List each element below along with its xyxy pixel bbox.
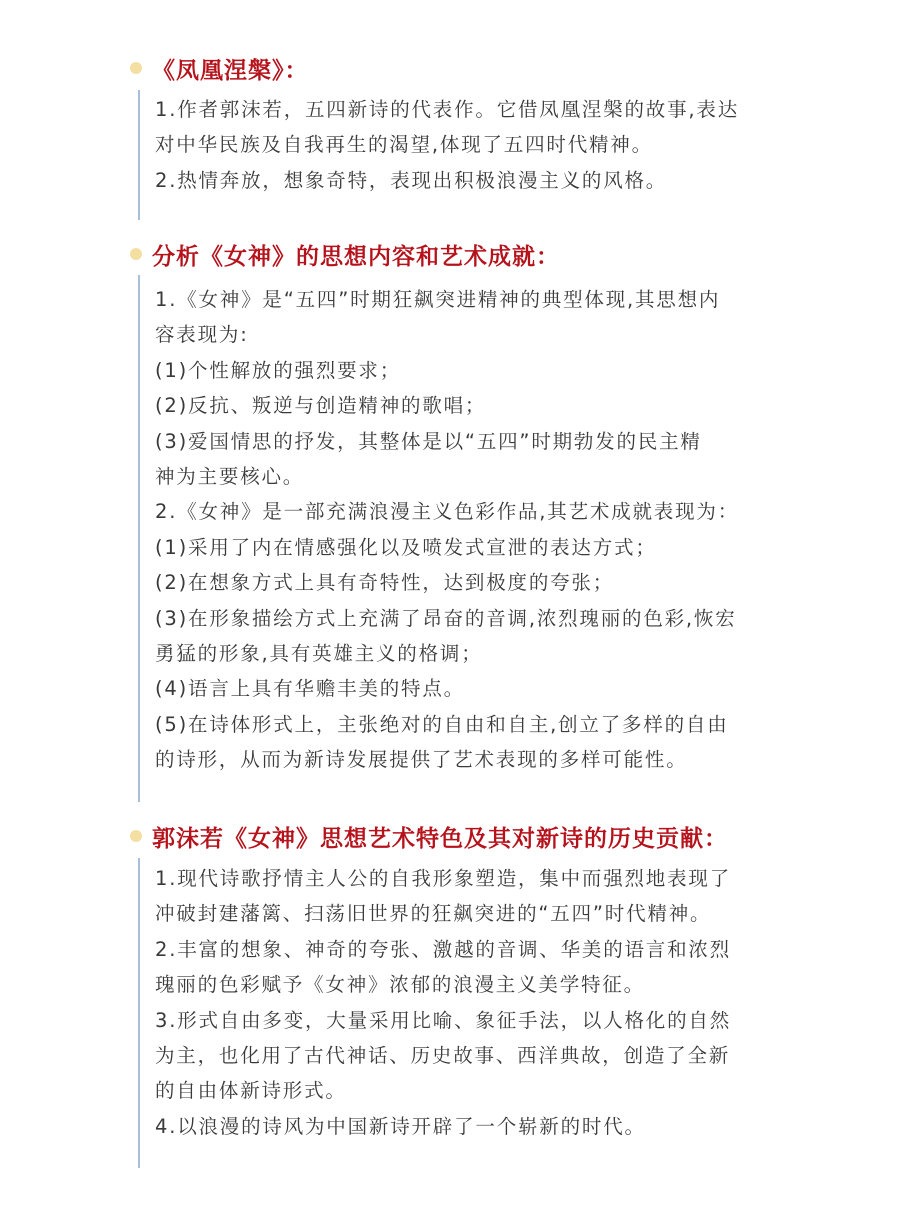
- text-line: 1.作者郭沫若，五四新诗的代表作。它借凤凰涅槃的故事,表达: [155, 98, 740, 121]
- text-line: 4.以浪漫的诗风为中国新诗开辟了一个崭新的时代。: [155, 1114, 646, 1138]
- section-title: 分析《女神》的思想内容和艺术成就：: [152, 243, 560, 270]
- text-line: (4)语言上具有华赡丰美的特点。: [155, 677, 465, 701]
- section-1-body: [138, 90, 800, 220]
- text-line: 勇猛的形象,具有英雄主义的格调；: [155, 641, 483, 665]
- bullet-dot-icon: [130, 830, 142, 842]
- text-line: 冲破封建藩篱、扫荡旧世界的狂飙突进的“五四”时代精神。: [155, 902, 712, 926]
- text-line: 容表现为:: [155, 323, 249, 347]
- text-line: 1.《女神》是“五四”时期狂飙突进精神的典型体现,其思想内: [155, 288, 721, 311]
- text-line: 2.《女神》是一部充满浪漫主义色彩作品,其艺术成就表现为：: [155, 500, 740, 524]
- bullet-dot-icon: [130, 248, 142, 260]
- text-line: 为主，也化用了古代神话、历史故事、西洋典故，创造了全新: [155, 1043, 731, 1067]
- text-line: 2.热情奔放，想象奇特，表现出积极浪漫主义的风格。: [155, 168, 668, 192]
- text-line: 2.丰富的想象、神奇的夸张、激越的音调、华美的语言和浓烈: [155, 937, 732, 961]
- section-3-body: [138, 858, 800, 1168]
- text-line: 的诗形，从而为新诗发展提供了艺术表现的多样可能性。: [155, 748, 688, 772]
- text-line: (1)个性解放的强烈要求；: [155, 358, 402, 382]
- text-line: (5)在诗体形式上，主张绝对的自由和自主,创立了多样的自由: [155, 712, 729, 736]
- section-title: 《凤凰涅槃》：: [152, 57, 309, 84]
- text-line: (2)在想象方式上具有奇特性，达到极度的夸张；: [155, 571, 615, 595]
- text-line: (3)在形象描绘方式上充满了昂奋的音调,浓烈瑰丽的色彩,恢宏: [155, 606, 737, 630]
- section-3-heading: [130, 820, 728, 852]
- text-line: 3.形式自由多变，大量采用比喻、象征手法，以人格化的自然: [155, 1008, 732, 1032]
- text-line: 对中华民族及自我再生的渴望,体现了五四时代精神。: [155, 133, 653, 157]
- bullet-dot-icon: [130, 62, 142, 74]
- text-line: (2)反抗、叛逆与创造精神的歌唱；: [155, 394, 487, 418]
- text-line: 瑰丽的色彩赋予《女神》浓郁的浪漫主义美学特征。: [155, 973, 645, 997]
- text-line: 1.现代诗歌抒情主人公的自我形象塑造，集中而强烈地表现了: [155, 867, 732, 890]
- text-line: 神为主要核心。: [155, 464, 305, 488]
- text-line: (3)爱国情思的抒发，其整体是以“五四”时期勃发的民主精: [155, 429, 702, 453]
- section-1-heading: [130, 52, 309, 84]
- section-title: 郭沫若《女神》思想艺术特色及其对新诗的历史贡献：: [152, 825, 728, 852]
- section-2-body: [138, 275, 800, 802]
- section-2-heading: [130, 238, 560, 270]
- text-line: (1)采用了内在情感强化以及喷发式宣泄的表达方式；: [155, 535, 657, 559]
- text-line: 的自由体新诗形式。: [155, 1079, 347, 1103]
